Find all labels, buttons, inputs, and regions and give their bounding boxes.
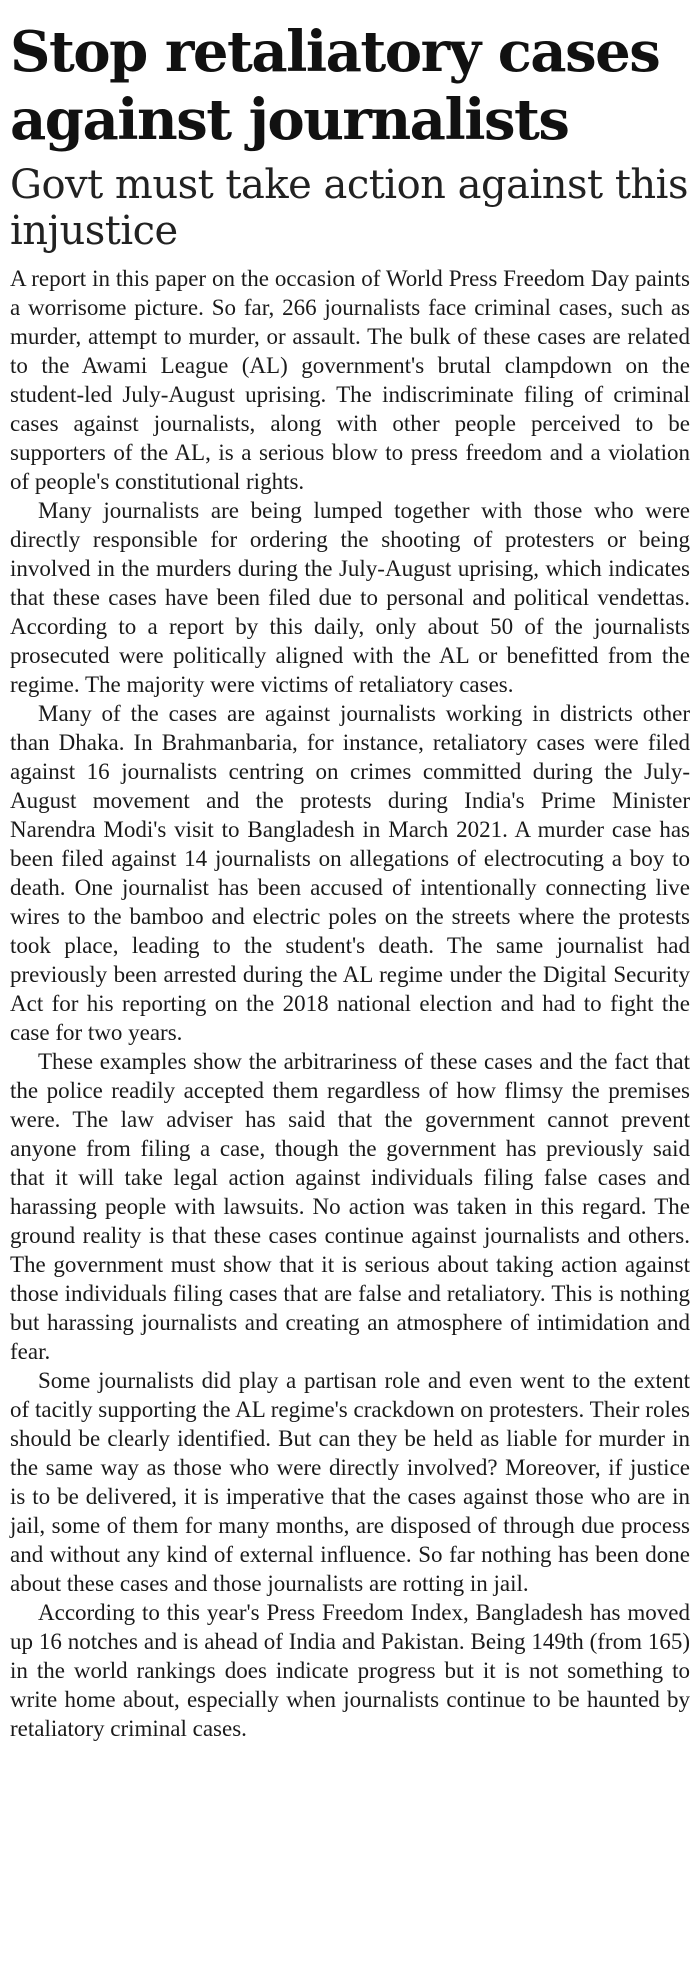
- headline: Stop retaliatory cases against journalists: [10, 19, 660, 153]
- paragraph: Many of the cases are against journalists working in districts other than Dhaka. In Brahmanbaria, for instance, retaliatory cases were filed against 16 journalists centring on crimes committed during the July-August movement and the protests during India's Prime Minister Narendra Modi's visit to Bangladesh in March 2021. A murder case has been filed against 14 journalists on allegations of electrocuting a boy to death. One journalist has been accused of intentionally connecting live wires to the bamboo and electric poles on the streets where the protests took place, leading to the student's death. The same journalist had previously been arrested during the AL regime under the Digital Security Act for his reporting on the 2018 national election and had to fight the case for two years.: [10, 701, 690, 1045]
- article-body: [10, 264, 690, 1743]
- paragraph: These examples show the arbitrariness of these cases and the fact that the police readily accepted them regardless of how flimsy the premises were. The law adviser has said that the government cannot prevent anyone from filing a case, though the government has previously said that it will take legal action against individuals filing false cases and harassing people with lawsuits. No action was taken in this regard. The ground reality is that these cases continue against journalists and others. The government must show that it is serious about taking action against those individuals filing cases that are false and retaliatory. This is nothing but harassing journalists and creating an atmosphere of intimidation and fear.: [10, 1049, 690, 1364]
- paragraph: A report in this paper on the occasion of World Press Freedom Day paints a worrisome picture. So far, 266 journalists face criminal cases, such as murder, attempt to murder, or assault. The bulk of these cases are related to the Awami League (AL) government's brutal clampdown on the student-led July-August uprising. The indiscriminate filing of criminal cases against journalists, along with other people perceived to be supporters of the AL, is a serious blow to press freedom and a violation of people's constitutional rights.: [10, 266, 690, 494]
- paragraph: Many journalists are being lumped together with those who were directly responsible for ordering the shooting of protesters or being involved in the murders during the July-August uprising, which indicates that these cases have been filed due to personal and political vendettas. According to a report by this daily, only about 50 of the journalists prosecuted were politically aligned with the AL or benefitted from the regime. The majority were victims of retaliatory cases.: [10, 498, 690, 697]
- subheadline: Govt must take action against this injustice: [10, 162, 688, 254]
- paragraph: Some journalists did play a partisan role and even went to the extent of tacitly supporting the AL regime's crackdown on protesters. Their roles should be clearly identified. But can they be held as liable for murder in the same way as those who were directly involved? Moreover, if justice is to be delivered, it is imperative that the cases against those who are in jail, some of them for many months, are disposed of through due process and without any kind of external influence. So far nothing has been done about these cases and those journalists are rotting in jail.: [10, 1368, 690, 1596]
- paragraph: According to this year's Press Freedom Index, Bangladesh has moved up 16 notches and is ahead of India and Pakistan. Being 149th (from 165) in the world rankings does indicate progress but it is not something to write home about, especially when journalists continue to be haunted by retaliatory criminal cases.: [10, 1600, 690, 1741]
